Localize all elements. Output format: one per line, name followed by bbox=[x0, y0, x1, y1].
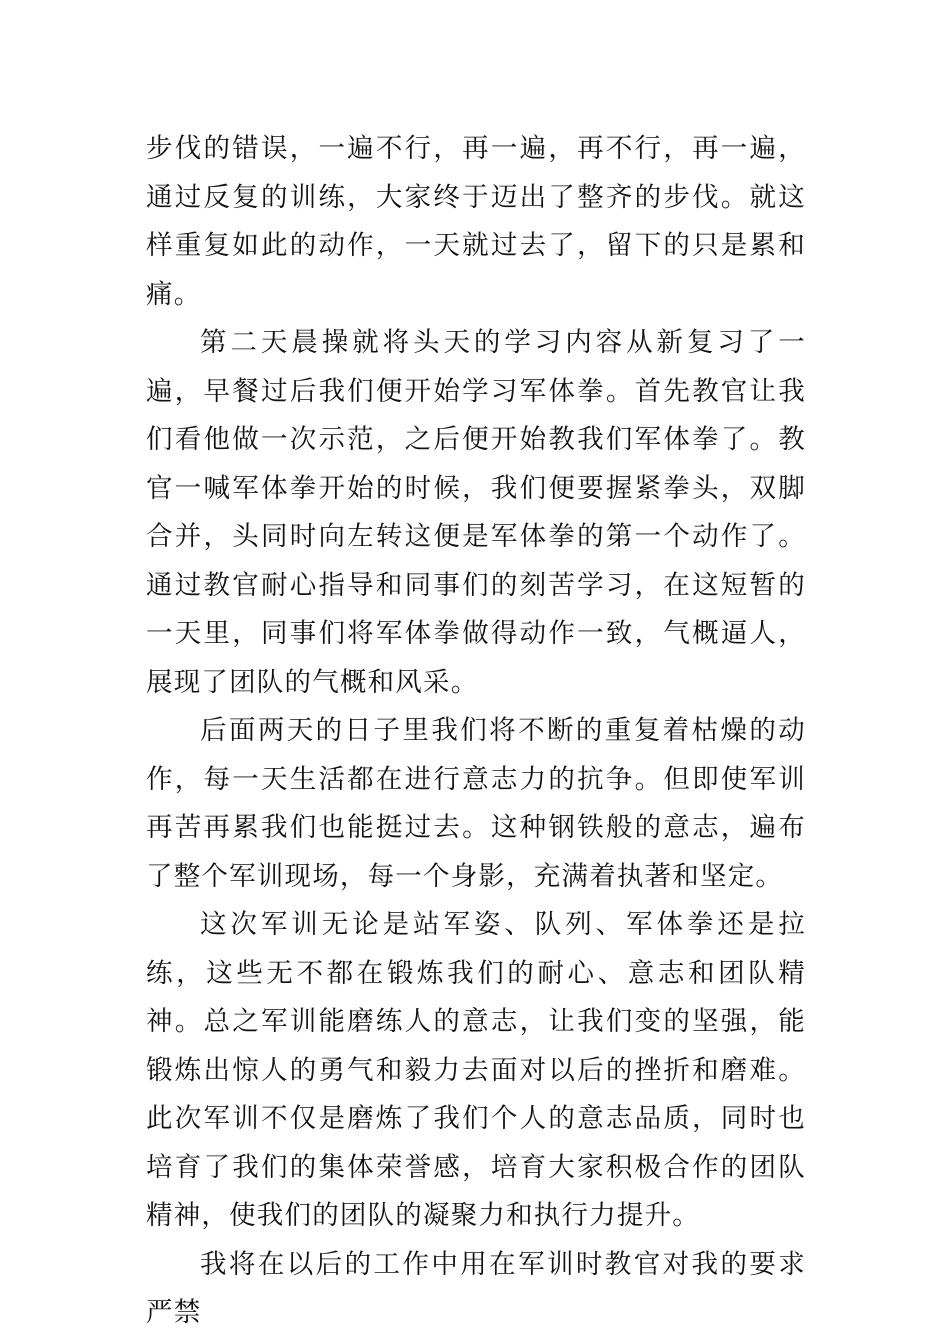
paragraph-2: 第二天晨操就将头天的学习内容从新复习了一遍，早餐过后我们便开始学习军体拳。首先教官让我们看他做一次示范，之后便开始教我们军体拳了。教官一喊军体拳开始的时候，我们便要握紧拳头，双脚合并，头同时向左转这便是军体拳的第一个动作了。通过教官耐心指导和同事们的刻苦学习，在这短暂的一天里，同事们将军体拳做得动作一致，气概逼人，展现了团队的气概和风采。 bbox=[146, 327, 806, 698]
document-body bbox=[146, 125, 806, 1338]
paragraph-4: 这次军训无论是站军姿、队列、军体拳还是拉练，这些无不都在锻炼我们的耐心、意志和团队精神。总之军训能磨练人的意志，让我们变的坚强，能锻炼出惊人的勇气和毅力去面对以后的挫折和磨难。此次军训不仅是磨炼了我们个人的意志品质，同时也培育了我们的集体荣誉感，培育大家积极合作的团队精神，使我们的团队的凝聚力和执行力提升。 bbox=[146, 909, 806, 1231]
paragraph-1: 步伐的错误，一遍不行，再一遍，再不行，再一遍，通过反复的训练，大家终于迈出了整齐的步伐。就这样重复如此的动作，一天就过去了，留下的只是累和痛。 bbox=[146, 133, 806, 310]
paragraph-5: 我将在以后的工作中用在军训时教官对我的要求严禁 bbox=[146, 1248, 806, 1328]
paragraph-3: 后面两天的日子里我们将不断的重复着枯燥的动作，每一天生活都在进行意志力的抗争。但即使军训再苦再累我们也能挺过去。这种钢铁般的意志，遍布了整个军训现场，每一个身影，充满着执著和坚定。 bbox=[146, 715, 806, 892]
